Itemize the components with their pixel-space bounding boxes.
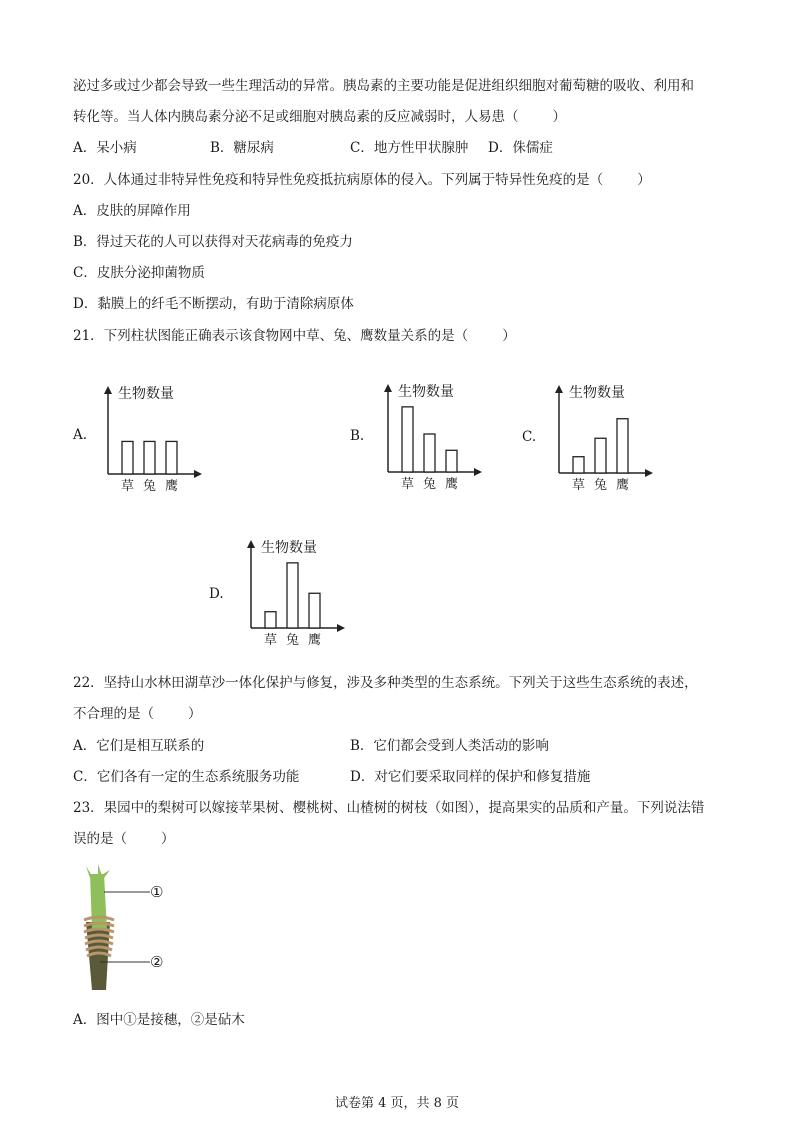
q23-bracket-end: ）: [161, 831, 175, 847]
q23-option-a: A．图中①是接穗，②是砧木: [73, 1012, 245, 1028]
q19-option-b: B．糖尿病: [210, 140, 274, 156]
scion-bud-left: [86, 866, 92, 878]
y-axis-label: 生物数量: [261, 540, 317, 556]
q19-option-d: D．侏儒症: [488, 140, 553, 156]
x-tick-label-3: 鹰: [444, 477, 459, 490]
bar-3: [446, 450, 457, 472]
q19-stem-line2: [73, 107, 566, 127]
q20-stem: [73, 170, 651, 190]
chart-b: [380, 376, 490, 490]
bar-2: [287, 563, 298, 628]
x-tick-label-2: 兔: [142, 479, 157, 492]
q20-option-c: C．皮肤分泌抑菌物质: [73, 265, 205, 281]
x-axis-arrow: [474, 468, 482, 476]
x-tick-label-3: 鹰: [164, 479, 179, 492]
chart-d-option-label: D.: [209, 586, 224, 602]
x-axis-arrow: [194, 470, 202, 478]
q22-stem-text: 不合理的是（: [73, 706, 154, 722]
bar-1: [573, 457, 584, 473]
q22-option-d: D．对它们要采取同样的保护和修复措施: [350, 769, 591, 785]
x-axis-arrow: [337, 624, 345, 632]
q22-stem-line1: 22．坚持山水林田湖草沙一体化保护与修复，涉及多种类型的生态系统。下列关于这些生态系统的表述，: [73, 675, 698, 691]
x-tick-label-3: 鹰: [615, 478, 630, 491]
q22-option-c: C．它们各有一定的生态系统服务功能: [73, 769, 300, 785]
q23-stem-line1: 23．果园中的梨树可以嫁接苹果树、樱桃树、山楂树的树枝（如图），提高果实的品质和产量。下列说法错: [73, 800, 705, 816]
y-axis-label: 生物数量: [118, 386, 174, 402]
y-axis-arrow: [104, 386, 112, 394]
bar-2: [144, 441, 155, 474]
bar-3: [617, 419, 628, 473]
figure-label-2: ②: [150, 953, 164, 971]
chart-a: [100, 378, 210, 492]
x-tick-label-1: 草: [263, 633, 278, 646]
q22-bracket-end: ）: [188, 706, 202, 722]
q22-option-b: B．它们都会受到人类活动的影响: [350, 738, 549, 754]
bar-2: [424, 434, 435, 472]
x-tick-label-1: 草: [400, 477, 415, 490]
bar-1: [402, 407, 413, 472]
q20-option-d: D．黏膜上的纤毛不断摆动，有助于清除病原体: [73, 296, 354, 312]
x-axis-arrow: [645, 469, 653, 477]
chart-b-option-label: B.: [350, 428, 365, 444]
q23-stem-text: 误的是（: [73, 831, 127, 847]
chart-c-option-label: C.: [522, 429, 537, 445]
page-footer: 试卷第 4 页，共 8 页: [334, 1096, 460, 1111]
x-tick-label-1: 草: [120, 479, 135, 492]
y-axis-label: 生物数量: [569, 385, 625, 401]
bar-1: [122, 441, 133, 474]
q20-option-a: A．皮肤的屏障作用: [73, 203, 191, 219]
q21-bracket-end: ）: [502, 328, 516, 344]
scion-bud-top: [98, 864, 102, 876]
q19-stem-line1: 泌过多或过少都会导致一些生理活动的异常。胰岛素的主要功能是促进组织细胞对葡萄糖的吸收、利用和: [73, 78, 694, 94]
q20-bracket-end: ）: [637, 172, 651, 188]
q22-option-a: A．它们是相互联系的: [73, 738, 205, 754]
scion-bud-right: [103, 870, 110, 878]
chart-a-option-label: A.: [73, 427, 88, 443]
bar-2: [595, 438, 606, 473]
y-axis-label: 生物数量: [398, 384, 454, 400]
x-tick-label-2: 兔: [285, 633, 300, 646]
y-axis-arrow: [384, 384, 392, 392]
chart-d: [243, 532, 353, 646]
x-tick-label-2: 兔: [593, 478, 608, 491]
q19-bracket-end: ）: [552, 109, 566, 125]
q23-stem-line2: [73, 829, 175, 849]
x-tick-label-2: 兔: [422, 477, 437, 490]
q19-option-a: A．呆小病: [73, 140, 137, 156]
y-axis-arrow: [555, 385, 563, 393]
q19-option-c: C．地方性甲状腺肿: [350, 140, 469, 156]
x-tick-label-1: 草: [571, 478, 586, 491]
bar-3: [309, 593, 320, 628]
q21-stem: [73, 326, 516, 346]
x-tick-label-3: 鹰: [307, 633, 322, 646]
figure-label-1: ①: [150, 883, 164, 901]
bar-1: [265, 612, 276, 628]
q19-stem-text: 转化等。当人体内胰岛素分泌不足或细胞对胰岛素的反应减弱时，人易患（: [73, 109, 519, 125]
grafting-figure: [70, 862, 180, 992]
q20-option-b: B．得过天花的人可以获得对天花病毒的免疫力: [73, 234, 353, 250]
q22-stem-line2: [73, 704, 202, 724]
y-axis-arrow: [247, 540, 255, 548]
q20-stem-text: 20．人体通过非特异性免疫和特异性免疫抵抗病原体的侵入。下列属于特异性免疫的是（: [73, 172, 604, 188]
q21-stem-text: 21．下列柱状图能正确表示该食物网中草、兔、鹰数量关系的是（: [73, 328, 469, 344]
bar-3: [166, 441, 177, 474]
chart-c: [551, 377, 661, 491]
